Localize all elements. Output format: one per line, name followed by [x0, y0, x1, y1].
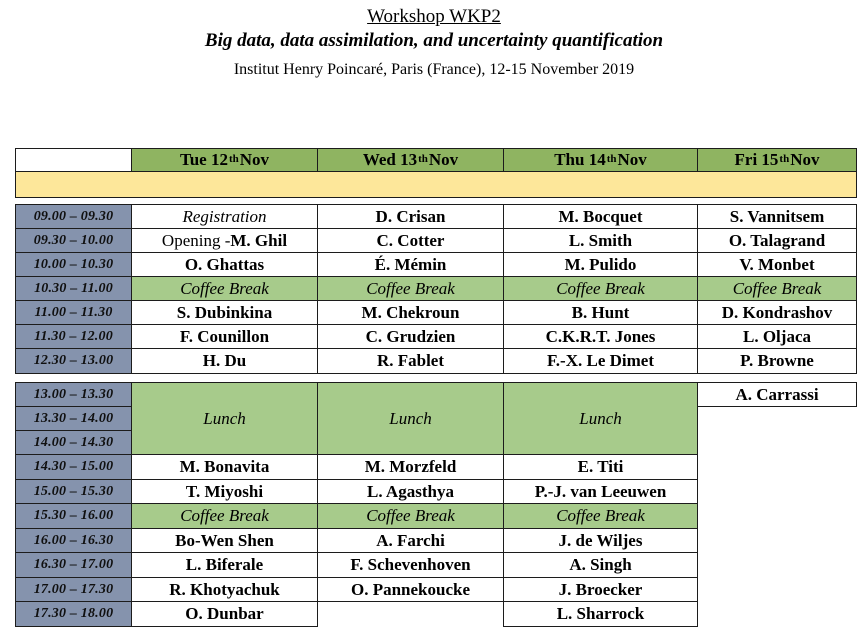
session-registration: Registration	[131, 204, 318, 229]
session-speaker: B. Hunt	[503, 300, 698, 325]
session-speaker: L. Agasthya	[317, 479, 504, 504]
day-header-thu: Thu 14 $^{th}$ Nov	[503, 148, 698, 172]
session-speaker: V. Monbet	[697, 252, 857, 277]
session-speaker: L. Smith	[503, 228, 698, 253]
time-slot: 13.00 – 13.30	[15, 382, 132, 407]
session-speaker: P. Browne	[697, 348, 857, 374]
day-header-wed: Wed 13 $^{th}$ Nov	[317, 148, 504, 172]
coffee-break: Coffee Break	[317, 503, 504, 529]
session-speaker: M. Morzfeld	[317, 454, 504, 480]
session-opening: Opening - M. Ghil	[131, 228, 318, 253]
session-speaker: L. Sharrock	[503, 601, 698, 627]
session-speaker: L. Oljaca	[697, 324, 857, 349]
session-speaker: J. de Wiljes	[503, 528, 698, 553]
session-speaker: E. Titi	[503, 454, 698, 480]
session-speaker: R. Khotyachuk	[131, 577, 318, 602]
session-speaker: M. Bocquet	[503, 204, 698, 229]
coffee-break: Coffee Break	[503, 503, 698, 529]
time-slot: 09.30 – 10.00	[15, 228, 132, 253]
coffee-break: Coffee Break	[503, 276, 698, 301]
coffee-break: Coffee Break	[131, 503, 318, 529]
session-speaker: O. Dunbar	[131, 601, 318, 627]
coffee-break: Coffee Break	[131, 276, 318, 301]
time-slot: 10.30 – 11.00	[15, 276, 132, 301]
session-speaker: H. Du	[131, 348, 318, 374]
session-speaker: C. Cotter	[317, 228, 504, 253]
lunch-block: Lunch	[131, 382, 318, 455]
session-speaker: A. Carrassi	[697, 382, 857, 407]
session-speaker: L. Biferale	[131, 552, 318, 578]
session-speaker: F. Counillon	[131, 324, 318, 349]
session-speaker: P.-J. van Leeuwen	[503, 479, 698, 504]
watermark-logo-icon	[729, 500, 797, 568]
session-speaker: D. Kondrashov	[697, 300, 857, 325]
session-speaker: F. Schevenhoven	[317, 552, 504, 578]
day-header-fri: Fri 15 $^{th}$ Nov	[697, 148, 857, 172]
time-slot: 14.00 – 14.30	[15, 430, 132, 455]
time-slot: 11.30 – 12.00	[15, 324, 132, 349]
lunch-block: Lunch	[503, 382, 698, 455]
session-speaker: M. Chekroun	[317, 300, 504, 325]
session-speaker: T. Miyoshi	[131, 479, 318, 504]
time-slot: 15.00 – 15.30	[15, 479, 132, 504]
workshop-location: Institut Henry Poincaré, Paris (France), 12-15 November 2019	[233, 61, 635, 78]
session-speaker: A. Singh	[503, 552, 698, 578]
session-speaker: S. Dubinkina	[131, 300, 318, 325]
session-speaker: C. Grudzien	[317, 324, 504, 349]
time-slot: 12.30 – 13.00	[15, 348, 132, 374]
session-speaker: O. Ghattas	[131, 252, 318, 277]
workshop-title: Workshop WKP2	[367, 6, 501, 27]
corner-cell	[15, 148, 132, 172]
session-speaker: O. Pannekoucke	[317, 577, 504, 602]
time-slot: 14.30 – 15.00	[15, 454, 132, 480]
session-speaker: A. Farchi	[317, 528, 504, 553]
time-slot: 10.00 – 10.30	[15, 252, 132, 277]
session-speaker: F.-X. Le Dimet	[503, 348, 698, 374]
day-header-tue: Tue 12 $^{th}$ Nov	[131, 148, 318, 172]
time-slot: 17.30 – 18.00	[15, 601, 132, 627]
coffee-break: Coffee Break	[697, 276, 857, 301]
lunch-block: Lunch	[317, 382, 504, 455]
time-slot: 13.30 – 14.00	[15, 406, 132, 431]
session-speaker: O. Talagrand	[697, 228, 857, 253]
session-speaker: R. Fablet	[317, 348, 504, 374]
time-slot: 15.30 – 16.00	[15, 503, 132, 529]
time-slot: 16.00 – 16.30	[15, 528, 132, 553]
session-speaker: S. Vannitsem	[697, 204, 857, 229]
session-speaker: C.K.R.T. Jones	[503, 324, 698, 349]
header-band	[15, 171, 857, 198]
workshop-subtitle: Big data, data assimilation, and uncertainty quantification	[204, 30, 664, 51]
time-slot: 16.30 – 17.00	[15, 552, 132, 578]
session-speaker: M. Pulido	[503, 252, 698, 277]
time-slot: 17.00 – 17.30	[15, 577, 132, 602]
session-speaker: D. Crisan	[317, 204, 504, 229]
session-speaker: M. Bonavita	[131, 454, 318, 480]
session-speaker: J. Broecker	[503, 577, 698, 602]
session-speaker: É. Mémin	[317, 252, 504, 277]
session-speaker: Bo-Wen Shen	[131, 528, 318, 553]
coffee-break: Coffee Break	[317, 276, 504, 301]
time-slot: 09.00 – 09.30	[15, 204, 132, 229]
time-slot: 11.00 – 11.30	[15, 300, 132, 325]
